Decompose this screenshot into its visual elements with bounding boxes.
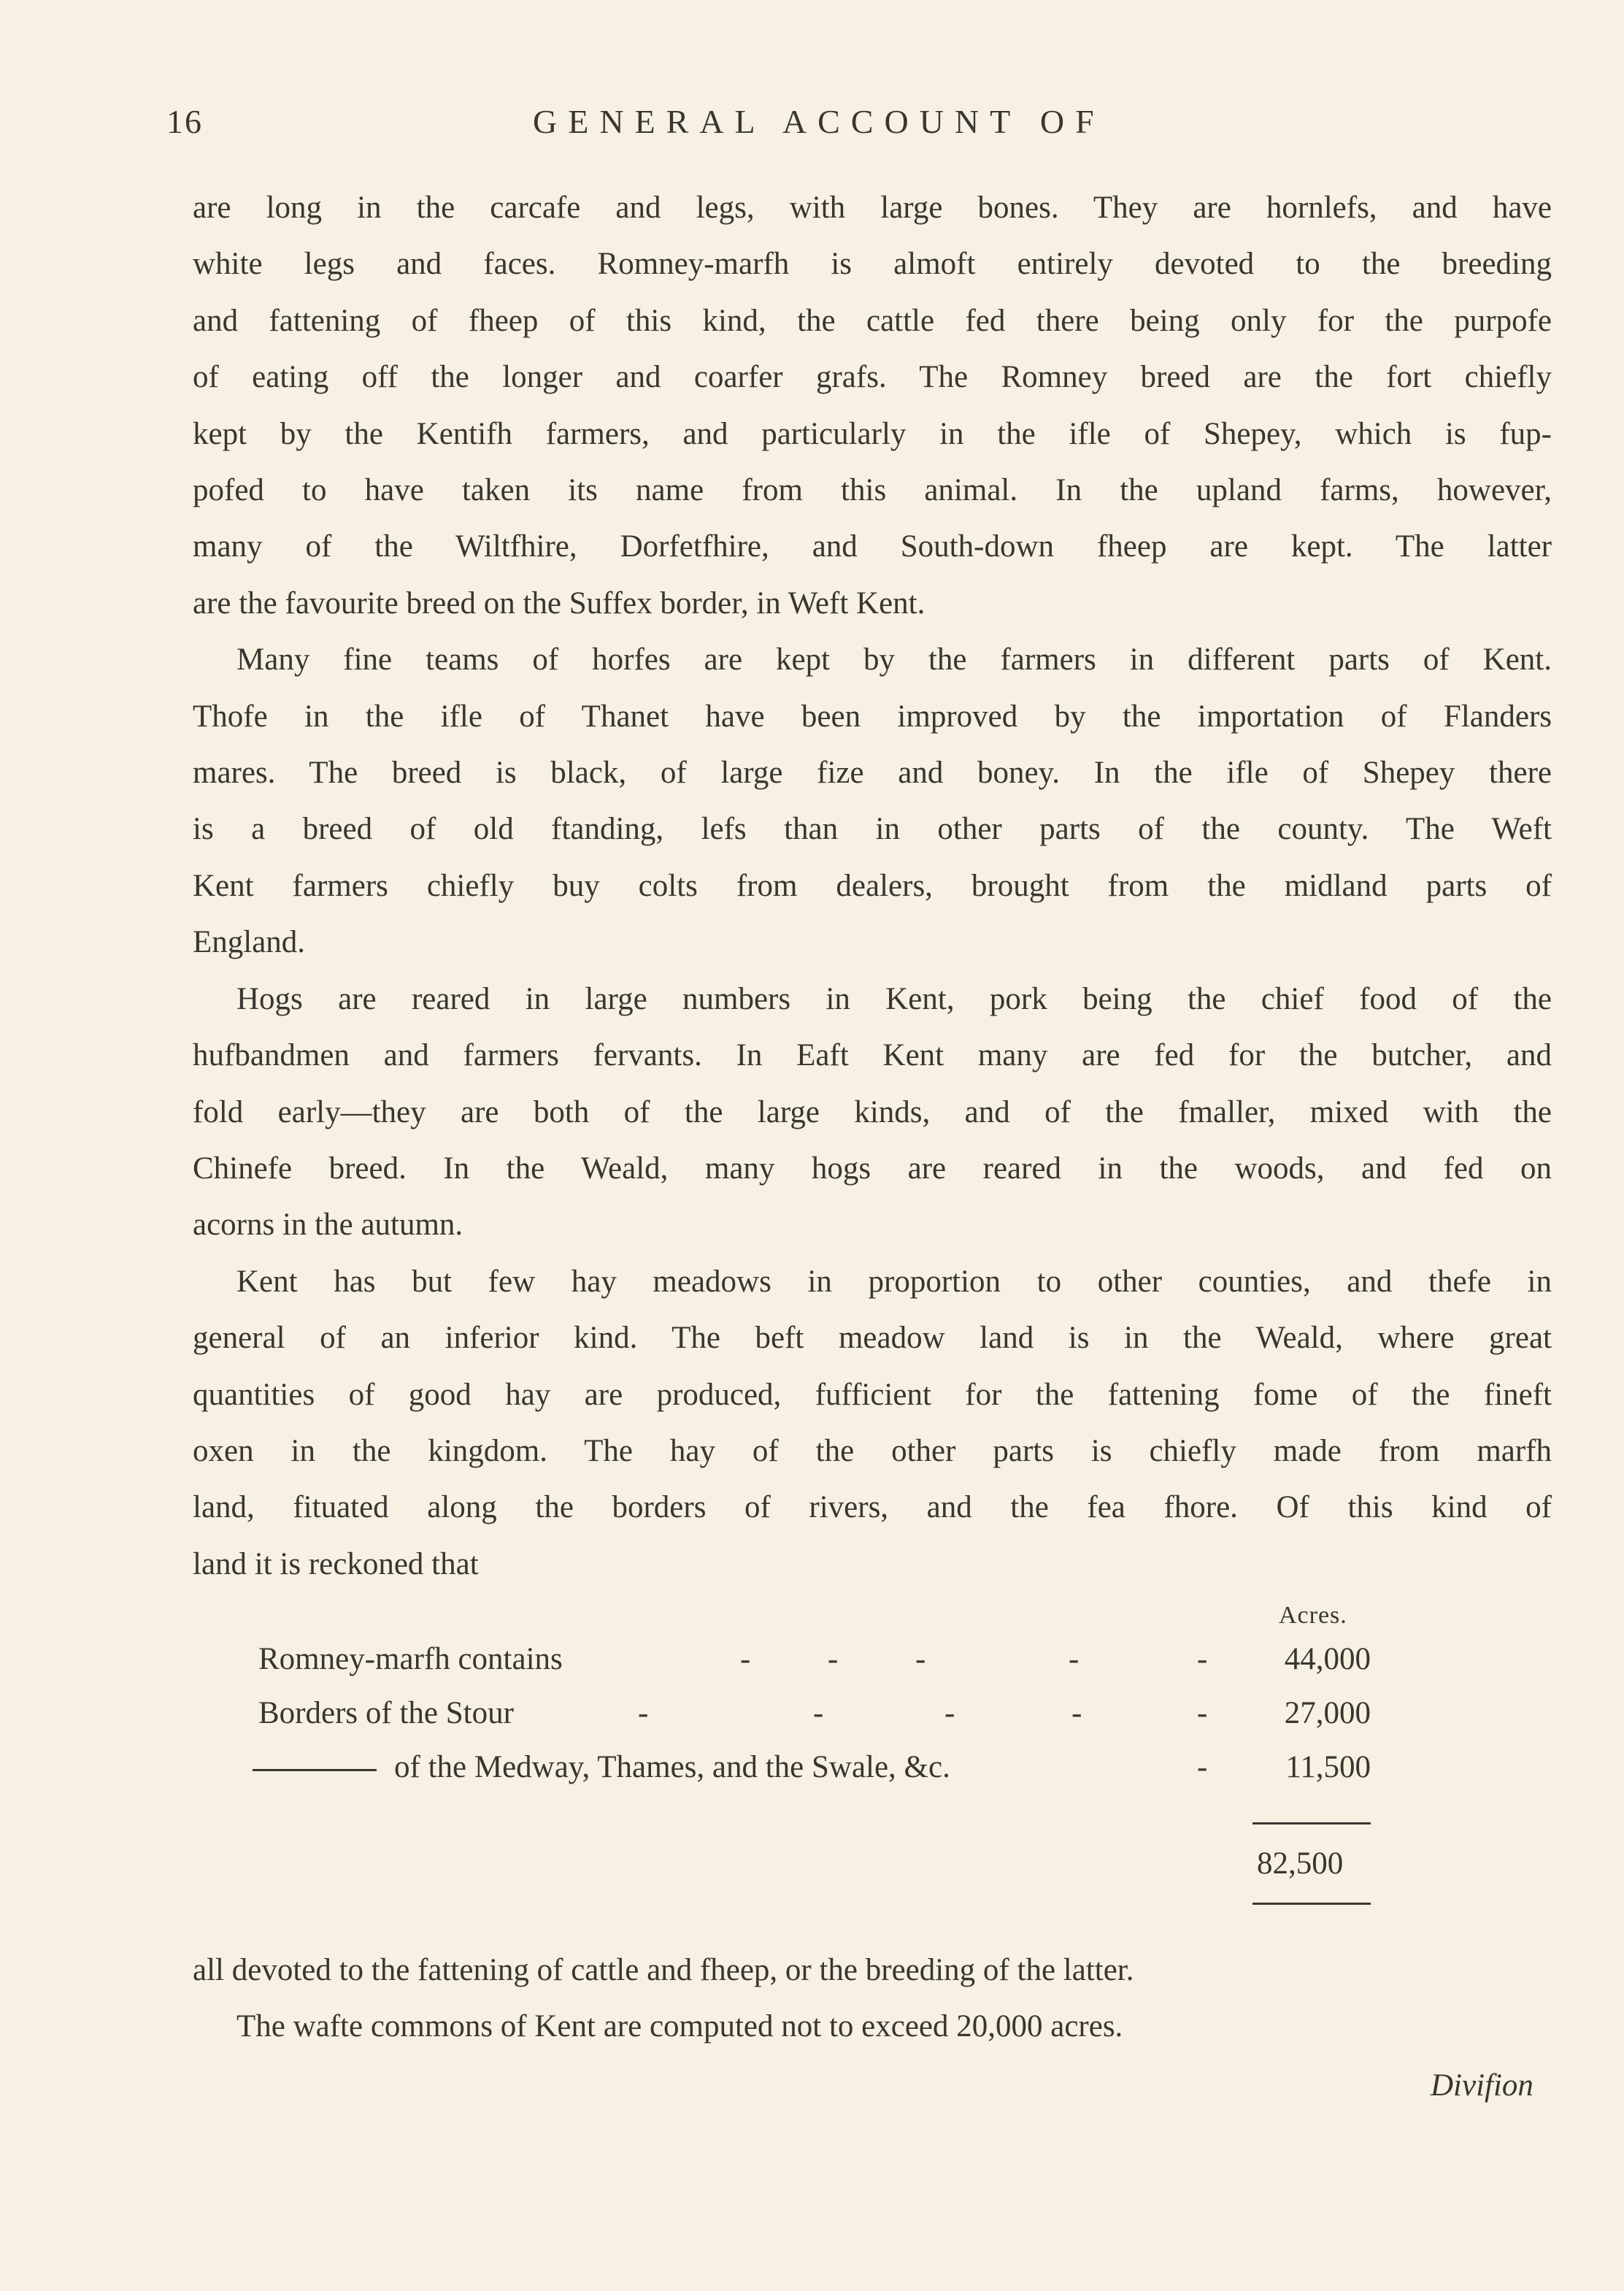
text-line: pofed to have taken its name from this animal. In the upland farms, however, — [193, 473, 1552, 508]
paragraph-horses — [193, 632, 1552, 970]
row-label: of the Medway, Thames, and the Swale, &c. — [394, 1750, 950, 1784]
text-line: Thofe in the ifle of Thanet have been improved by the importation of Flanders — [193, 699, 1552, 734]
running-head: GENERAL ACCOUNT OF — [533, 103, 1105, 140]
acres-total: 82,500 — [1257, 1846, 1344, 1881]
text-line: kept by the Kentifh farmers, and particularly in the ifle of Shepey, which is fup- — [193, 416, 1552, 451]
text-line: England. — [193, 925, 306, 960]
text-line: of eating off the longer and coarfer grafs. The Romney breed are the fort chiefly — [193, 360, 1552, 395]
text-line: and fattening of fheep of this kind, the cattle fed there being only for the purpofe — [193, 303, 1552, 338]
text-line: hufbandmen and farmers fervants. In Eaft Kent many are fed for the butcher, and — [193, 1038, 1552, 1073]
body-text — [193, 180, 1552, 1592]
text-line: general of an inferior kind. The beft meadow land is in the Weald, where great — [193, 1321, 1552, 1356]
leader-dash: - — [638, 1696, 649, 1730]
paragraph-sheep — [193, 180, 1552, 632]
text-line: Chinefe breed. In the Weald, many hogs are reared in the woods, and fed on — [193, 1151, 1552, 1186]
leader-dash: - — [1197, 1750, 1208, 1784]
row-label-ditto — [258, 1749, 950, 1785]
text-line: Kent farmers chiefly buy colts from dealers, brought from the midland parts of — [193, 868, 1552, 903]
closing-text — [193, 1942, 1552, 2055]
text-line: quantities of good hay are produced, fufficient for the fattening fome of the fineft — [193, 1377, 1552, 1412]
leader-dash: - — [1197, 1642, 1208, 1676]
row-label: Romney-marfh contains — [258, 1642, 563, 1676]
text-line: Kent has but few hay meadows in proportion to other counties, and thefe in — [236, 1264, 1552, 1299]
leader-dash: - — [944, 1696, 955, 1730]
paragraph-meadows — [193, 1254, 1552, 1592]
text-line: The wafte commons of Kent are computed not to exceed 20,000 acres. — [236, 2009, 1123, 2044]
page-number: 16 — [166, 103, 203, 140]
text-line: fold early—they are both of the large kinds, and of the fmaller, mixed with the — [193, 1094, 1552, 1129]
acres-column-header: Acres. — [1279, 1602, 1347, 1629]
row-label: Borders of the Stour — [258, 1696, 514, 1730]
text-line: land it is reckoned that — [193, 1546, 479, 1581]
row-value: 11,500 — [1285, 1750, 1371, 1784]
row-value: 27,000 — [1284, 1696, 1371, 1730]
text-line: white legs and faces. Romney-marfh is almoft entirely devoted to the breeding — [193, 247, 1552, 282]
text-line: is a breed of old ftanding, lefs than in other parts of the county. The Weft — [193, 812, 1552, 847]
leader-dash: - — [828, 1642, 839, 1676]
row-value: 44,000 — [1284, 1642, 1371, 1676]
table-row — [258, 1641, 1371, 1692]
paragraph-hogs — [193, 971, 1552, 1254]
text-line: many of the Wiltfhire, Dorfetfhire, and South-down fheep are kept. The latter — [193, 529, 1552, 564]
leader-dash: - — [915, 1642, 926, 1676]
leader-dash: - — [813, 1696, 824, 1730]
catchword: Divifion — [1431, 2068, 1533, 2103]
text-line: oxen in the kingdom. The hay of the other parts is chiefly made from marfh — [193, 1433, 1552, 1468]
table-row — [258, 1749, 1371, 1800]
leader-dash: - — [740, 1642, 751, 1676]
text-line: are the favourite breed on the Suffex border, in Weft Kent. — [193, 586, 925, 621]
text-line: all devoted to the fattening of cattle and fheep, or the breeding of the latter. — [193, 1953, 1134, 1987]
sum-rule — [1252, 1822, 1371, 1824]
table-row — [258, 1695, 1371, 1746]
text-line: Hogs are reared in large numbers in Kent, pork being the chief food of the — [236, 981, 1552, 1016]
ditto-rule — [253, 1769, 377, 1771]
text-line: are long in the carcafe and legs, with large bones. They are hornlefs, and have — [193, 191, 1552, 225]
text-line: acorns in the autumn. — [193, 1208, 463, 1243]
leader-dash: - — [1197, 1696, 1208, 1730]
text-line: mares. The breed is black, of large fize and boney. In the ifle of Shepey there — [193, 756, 1552, 791]
total-double-rule — [1252, 1903, 1371, 1905]
text-line: land, fituated along the borders of rivers, and the fea fhore. Of this kind of — [193, 1490, 1552, 1525]
leader-dash: - — [1069, 1642, 1080, 1676]
text-line: Many fine teams of horfes are kept by the farmers in different parts of Kent. — [236, 642, 1552, 678]
leader-dash: - — [1071, 1696, 1082, 1730]
